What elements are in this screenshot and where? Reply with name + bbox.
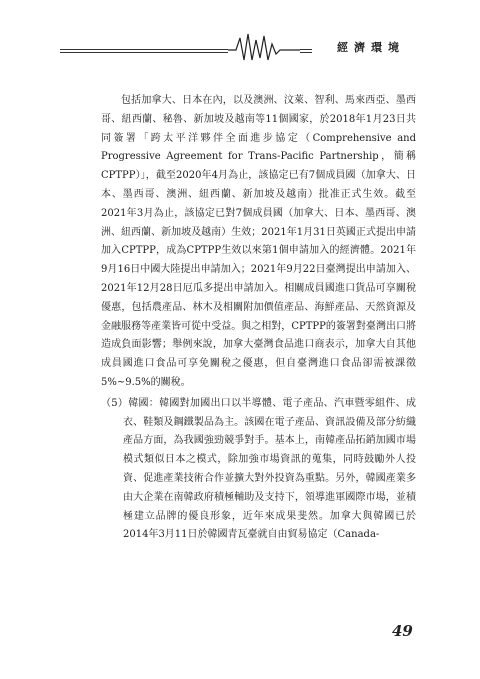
body-paragraph: 包括加拿大、日本在內，以及澳洲、汶萊、智利、馬來西亞、墨西哥、紐西蘭、秘魯、新加坡及越南等11個國家，於2018年1月23日共同簽署「跨太平洋夥伴全面進步協定（Comprehensive and Progressive Agreement for Trans-Pacific Partnership，簡稱CPTPP）」，截至2020年4月為止，該協定已有7個成員國（加拿大、日本、墨西哥、澳洲、紐西蘭、新加坡及越南）批准正式生效。截至2021年3月為止，該協定已對7個成員國（加拿大、日本、墨西哥、澳洲、紐西蘭、新加坡及越南）生效；2021年1月31日英國正式提出申請加入CPTPP，成為CPTPP生效以來第1個申請加入的經濟體。2021年9月16日中國大陸提出申請加入；2021年9月22日臺灣提出申請加入、2021年12月28日厄瓜多提出申請加入。相關成員國進口貨品可享關稅優惠，包括農產品、林木及相關附加價值產品、海鮮產品、天然資源及金融服務等產業皆可從中受益。與之相對，CPTPP的簽署對臺灣出口將造成負面影響；舉例來說，加拿大臺灣食品進口商表示，加拿大自其他成員國進口食品可享免關稅之優惠，但自臺灣進口食品卻需被課徵5%~9.5%的關稅。 — [101, 95, 416, 388]
heartbeat-wave-icon — [228, 30, 300, 64]
section-header-title: 經濟環境 — [312, 38, 430, 58]
page-number: 49 — [392, 622, 413, 640]
body-paragraph-korea: （5）韓國：韓國對加國出口以半導體、電子產品、汽車暨零組件、成衣、鞋類及鋼鐵製品為主。該國在電子產品、資訊設備及部分紡織產品方面，為我國強勁競爭對手。基本上，南韓產品拓銷加國市場模式類似日本之模式，除加強市場資訊的蒐集，同時鼓勵外人投資、促進產業技術合作並擴大對外投資為重點。另外，韓國產業多由大企業在南韓政府積極輔助及支持下，領導進軍國際市場，並積極建立品牌的優良形象，近年來成果斐然。加拿大與韓國已於2014年3月11日於韓國青瓦臺就自由貿易協定（Canada- — [101, 397, 416, 541]
page-body — [101, 92, 416, 545]
